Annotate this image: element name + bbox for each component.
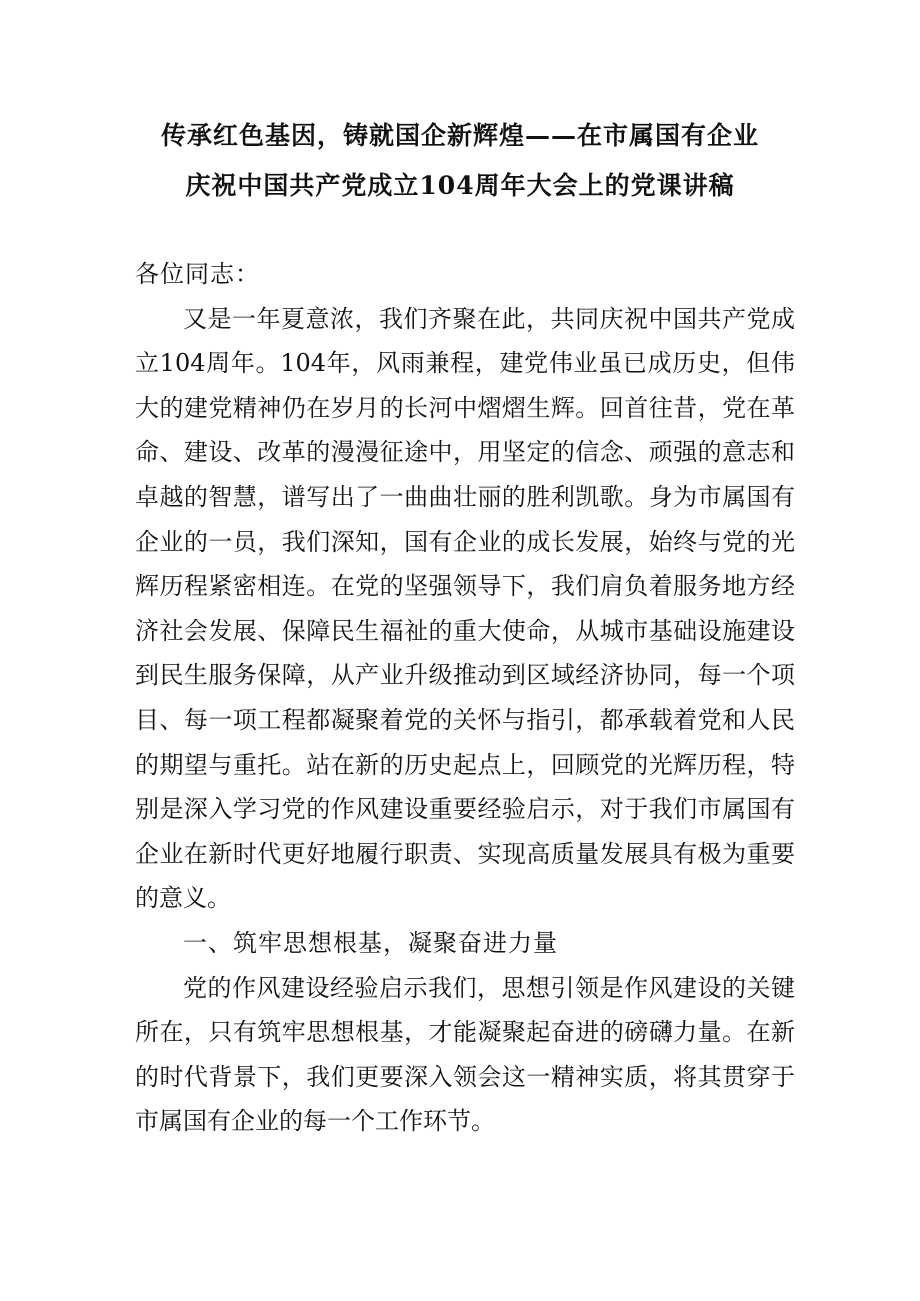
- document-title-line-1: 传承红色基因，铸就国企新辉煌——在市属国有企业: [160, 121, 759, 150]
- section-heading-1: 一、筑牢思想根基，凝聚奋进力量: [183, 928, 558, 957]
- intro-paragraph: 又是一年夏意浓，我们齐聚在此，共同庆祝中国共产党成立104周年。104年，风雨兼程，建党伟业虽已成历史，但伟大的建党精神仍在岁月的长河中熠熠生辉。回首往昔，党在革命、建设、改革的漫漫征途中，用坚定的信念、顽强的意志和卓越的智慧，谱写出了一曲曲壮丽的胜利凯歌。身为市属国有企业的一员，我们深知，国有企业的成长发展，始终与党的光辉历程紧密相连。在党的坚强领导下，我们肩负着服务地方经济社会发展、保障民生福祉的重大使命，从城市基础设施建设到民生服务保障，从产业升级推动到区域经济协同，每一个项目、每一项工程都凝聚着党的关怀与指引，都承载着党和人民的期望与重托。站在新的历史起点上，回顾党的光辉历程，特别是深入学习党的作风建设重要经验启示，对于我们市属国有企业在新时代更好地履行职责、实现高质量发展具有极为重要的意义。: [135, 304, 795, 913]
- document-body: [135, 252, 795, 1144]
- section-1-paragraph: 党的作风建设经验启示我们，思想引领是作风建设的关键所在，只有筑牢思想根基，才能凝聚起奋进的磅礴力量。在新的时代背景下，我们更要深入领会这一精神实质，将其贯穿于市属国有企业的每一个工作环节。: [135, 973, 795, 1136]
- salutation: 各位同志：: [135, 260, 260, 288]
- document-title-line-2: 庆祝中国共产党成立104周年大会上的党课讲稿: [185, 171, 735, 200]
